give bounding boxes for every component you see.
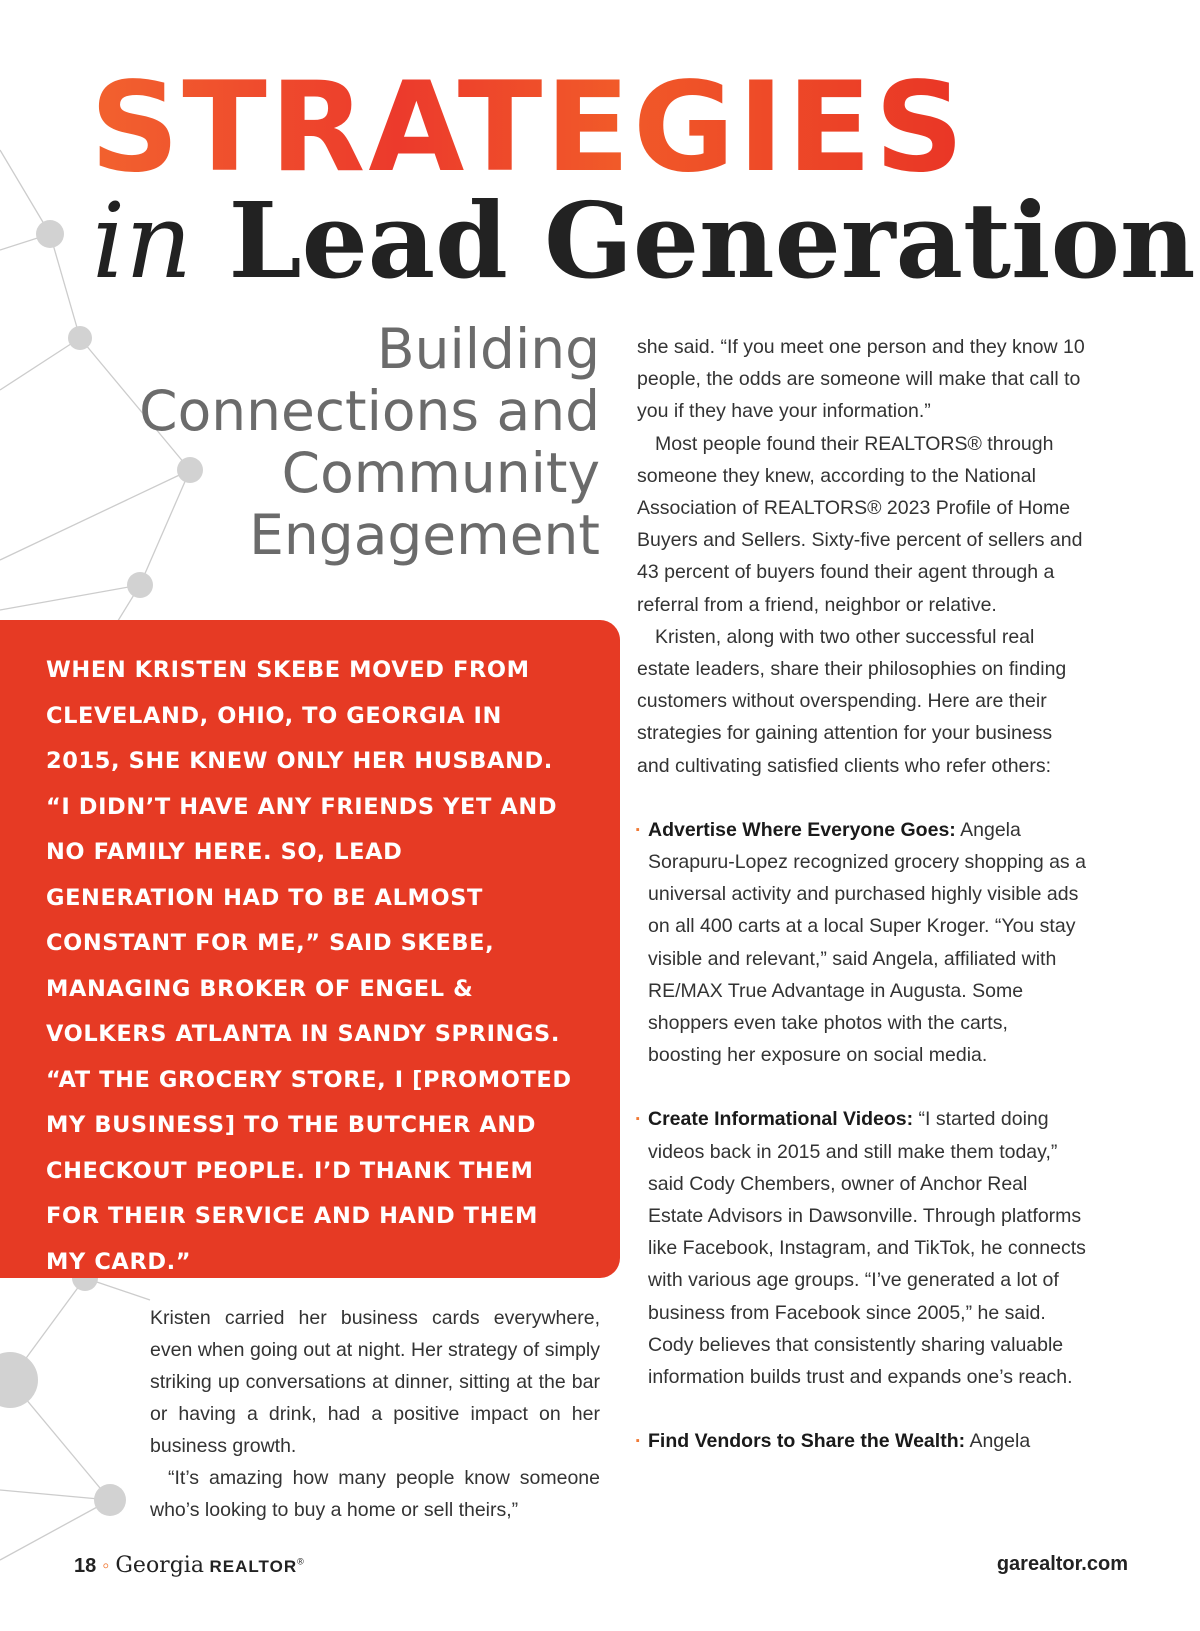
right-column (637, 331, 1087, 1458)
bullet-title: Find Vendors to Share the Wealth: (648, 1430, 966, 1453)
headline-lead-generation (92, 179, 1196, 302)
pull-quote-box (0, 620, 620, 1278)
deck-line-2: Connections and (139, 379, 600, 443)
right-paragraph-3: Kristen, along with two other successful real estate leaders, share their philosophies on finding customers without overspending. Here are their strategies for gaining attention for your business and cultivating satisfied clients who refer others: (637, 625, 1067, 777)
right-paragraph-1: she said. “If you meet one person and they know 10 people, the odds are someone will make that call to you if they have your information.” (637, 336, 1085, 423)
magazine-name-realtor: REALTOR (209, 1557, 298, 1576)
left-paragraph-1: Kristen carried her business cards everywhere, even when going out at night. Her strategy of simply striking up conversations at dinner, sitting at the bar or having a drink, had a positive impact on her business growth. (150, 1307, 600, 1457)
registered-mark: ® (297, 1556, 304, 1567)
deck-line-3: Community (281, 441, 600, 505)
deck-line-1: Building (376, 317, 600, 381)
left-column (150, 1302, 600, 1526)
bullet-item-advertise (637, 814, 1087, 1072)
bullet-title: Advertise Where Everyone Goes: (648, 818, 956, 841)
bullet-dot-icon: · (635, 818, 642, 841)
bullet-text: Angela (965, 1430, 1031, 1453)
headline-rest: Lead Generation (228, 179, 1196, 302)
bullet-dot-icon: · (635, 1108, 642, 1131)
deck-line-4: Engagement (249, 503, 600, 567)
right-paragraph-2: Most people found their REALTORS® through someone they knew, according to the National Association of REALTORS® 2023 Profile of Home Buyers and Sellers. Sixty-five percent of sellers and 43 percent of buyers found their agent through a referral from a friend, neighbor or relative. (637, 432, 1083, 616)
deck-subtitle (80, 318, 600, 566)
page-number: 18 (74, 1555, 97, 1577)
bullet-item-videos (637, 1103, 1087, 1393)
left-paragraph-2: “It’s amazing how many people know someone who’s looking to buy a home or sell theirs,” (150, 1467, 600, 1521)
headline-strategies: STRATEGIES (90, 56, 967, 200)
separator-icon: ◦ (102, 1555, 110, 1577)
bullet-text: Angela Sorapuru-Lopez recognized grocery shopping as a universal activity and purchased highly visible ads on all 400 carts at a local Super Kroger. “You stay visible and relevant,” said Angela, affiliated with RE/MAX True Advantage in Augusta. Some shoppers even take photos with the carts, boosting her exposure on social media. (648, 818, 1086, 1067)
footer-website: garealtor.com (996, 1553, 1128, 1575)
footer-folio (74, 1553, 304, 1578)
bullet-title: Create Informational Videos: (648, 1108, 914, 1131)
pull-quote-text: WHEN KRISTEN SKEBE MOVED FROM CLEVELAND, OHIO, TO GEORGIA IN 2015, SHE KNEW ONLY HER HUSBAND. “I DIDN’T HAVE ANY FRIENDS YET AND NO FAMILY HERE. SO, LEAD GENERATION HAD TO BE ALMOST CONSTANT FOR ME,” SAID SKEBE, MANAGING BROKER OF ENGEL & VOLKERS ATLANTA IN SANDY SPRINGS. “AT THE GROCERY STORE, I [PROMOTED MY BUSINESS] TO THE BUTCHER AND CHECKOUT PEOPLE. I’D THANK THEM FOR THEIR SERVICE AND HAND THEM MY CARD.” (46, 657, 572, 1275)
headline-in: in (92, 180, 193, 302)
bullet-item-vendors (637, 1425, 1087, 1457)
bullet-dot-icon: · (635, 1430, 642, 1453)
magazine-name-georgia: Georgia (115, 1553, 204, 1578)
bullet-text: “I started doing videos back in 2015 and still make them today,” said Cody Chembers, owner of Anchor Real Estate Advisors in Dawsonville. Through platforms like Facebook, Instagram, and TikTok, he connects with various age groups. “I’ve generated a lot of business from Facebook since 2005,” he said. Cody believes that consistently sharing valuable information builds trust and expands one’s reach. (648, 1108, 1086, 1389)
